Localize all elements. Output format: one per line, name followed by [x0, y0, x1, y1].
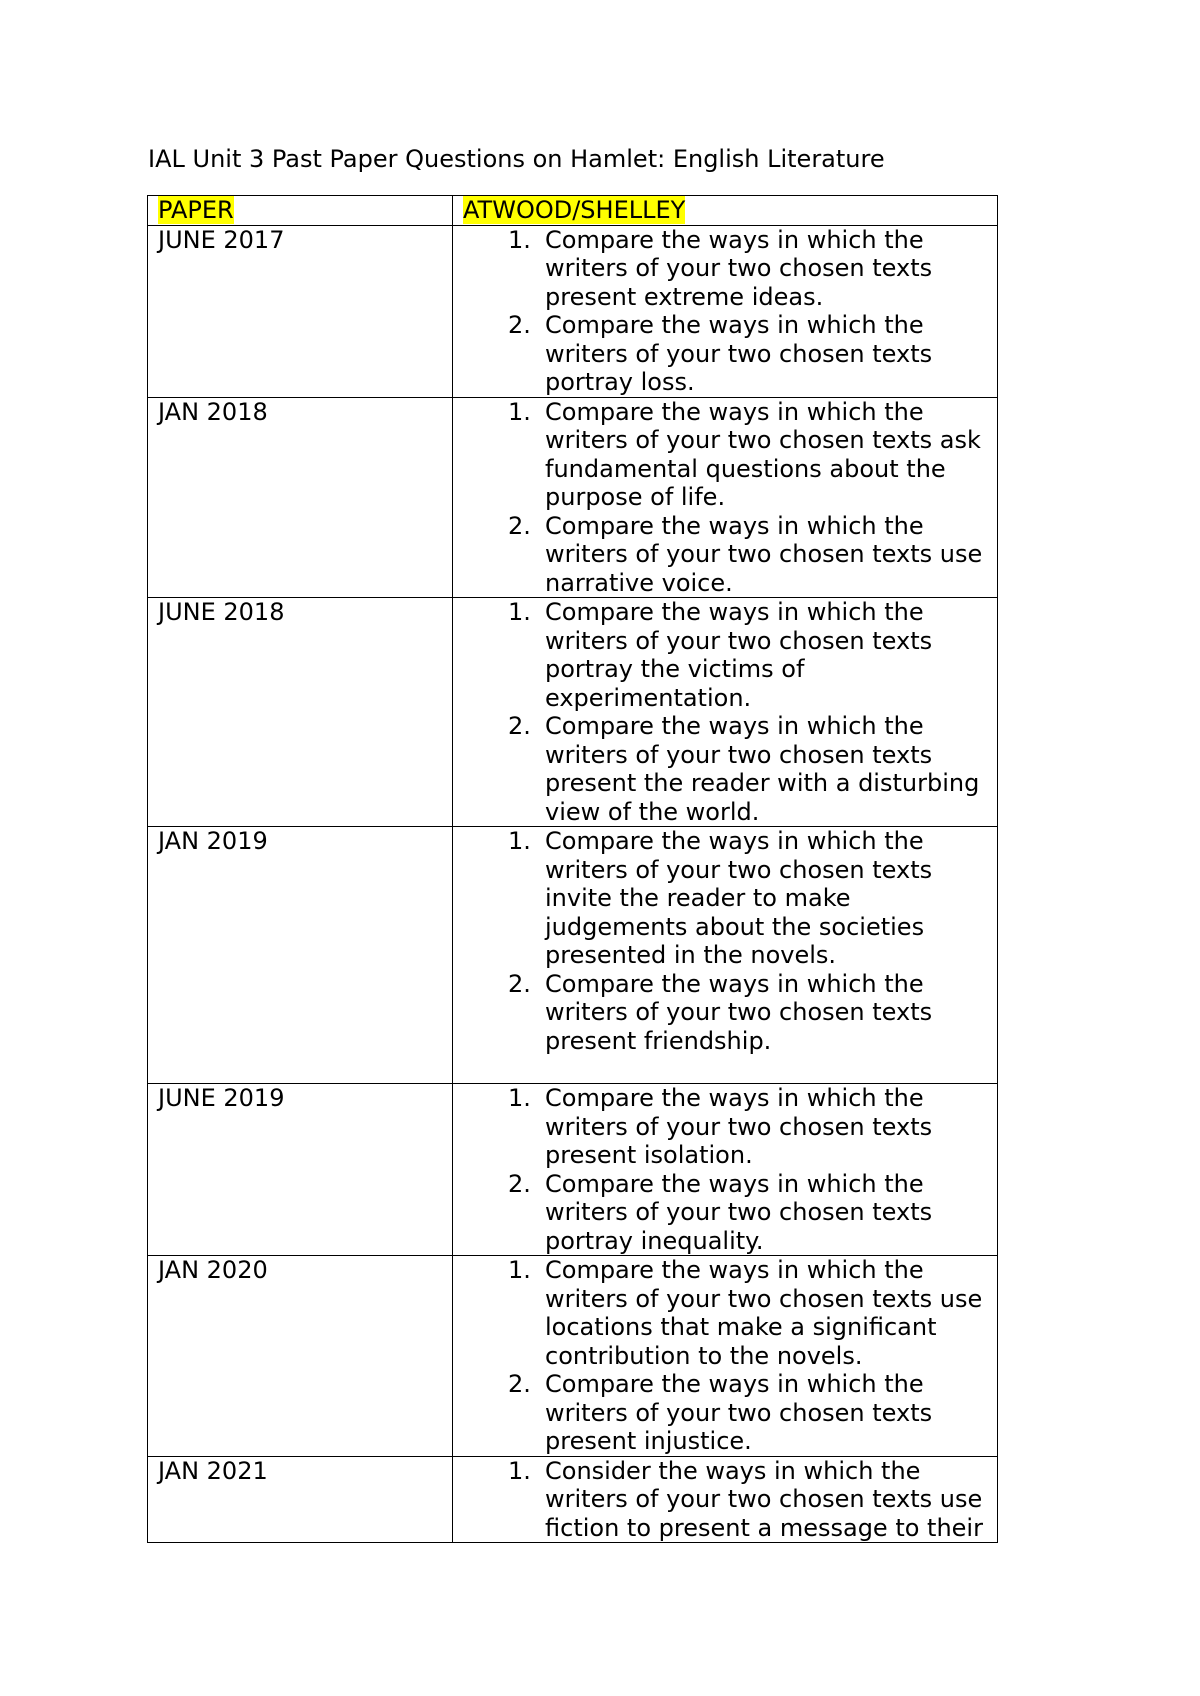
- question-list: [463, 827, 989, 1055]
- questions-cell: [453, 827, 998, 1084]
- past-paper-table: [147, 195, 998, 1543]
- question-text: Compare the ways in which the writers of your two chosen texts portray inequality.: [545, 1169, 933, 1255]
- table-row: [148, 225, 998, 397]
- question-number: 1.: [508, 1084, 531, 1112]
- page-title: IAL Unit 3 Past Paper Questions on Hamlet: English Literature: [148, 145, 885, 173]
- table-row: [148, 397, 998, 598]
- question-text: Compare the ways in which the writers of your two chosen texts present injustice.: [545, 1370, 933, 1455]
- header-paper-label: PAPER: [158, 196, 234, 224]
- header-paper: [148, 196, 453, 226]
- questions-cell: [453, 1456, 998, 1542]
- question-number: 2.: [508, 712, 531, 740]
- question-number: 2.: [508, 311, 531, 339]
- question-number: 2.: [508, 511, 531, 540]
- question-text: Compare the ways in which the writers of your two chosen texts use narrative voice.: [545, 511, 983, 597]
- questions-cell: [453, 225, 998, 397]
- question-item: [463, 398, 989, 512]
- question-list: [463, 398, 989, 598]
- question-text: Compare the ways in which the writers of your two chosen texts portray loss.: [545, 311, 933, 396]
- question-item: [463, 1084, 989, 1170]
- question-text: Compare the ways in which the writers of your two chosen texts present isolation.: [545, 1084, 933, 1169]
- paper-cell: JAN 2021: [148, 1456, 453, 1542]
- questions-cell: [453, 598, 998, 827]
- paper-cell: JUNE 2017: [148, 225, 453, 397]
- question-text: Compare the ways in which the writers of your two chosen texts present the reader with a disturbing view of the world.: [545, 712, 980, 826]
- question-item: [463, 311, 989, 397]
- table-row: [148, 1084, 998, 1256]
- question-list: [463, 1084, 989, 1255]
- question-number: 2.: [508, 1370, 531, 1398]
- questions-cell: [453, 1084, 998, 1256]
- question-text: Compare the ways in which the writers of your two chosen texts portray the victims of experimentation.: [545, 598, 933, 712]
- question-item: [463, 827, 989, 970]
- table-row: [148, 1256, 998, 1457]
- question-text: Consider the ways in which the writers of your two chosen texts use fiction to present a message to their: [545, 1456, 983, 1542]
- question-list: [463, 1457, 989, 1542]
- question-item: [463, 512, 989, 598]
- header-atwood-shelley: [453, 196, 998, 226]
- paper-cell: JAN 2019: [148, 827, 453, 1084]
- page-break-clip: [463, 1457, 989, 1542]
- paper-cell: JUNE 2018: [148, 598, 453, 827]
- table-header-row: [148, 196, 998, 226]
- question-item: [463, 1256, 989, 1370]
- question-item: [463, 1170, 989, 1256]
- question-text: Compare the ways in which the writers of your two chosen texts use locations that make a significant contribution to the novels.: [545, 1256, 983, 1370]
- question-list: [463, 598, 989, 826]
- question-number: 1.: [508, 1456, 531, 1485]
- question-item: [463, 712, 989, 826]
- question-text: Compare the ways in which the writers of your two chosen texts ask fundamental questions about the purpose of life.: [545, 397, 981, 511]
- questions-cell: [453, 397, 998, 598]
- question-item: [463, 970, 989, 1056]
- question-list: [463, 226, 989, 397]
- table-row: [148, 598, 998, 827]
- question-list: [463, 1256, 989, 1456]
- question-number: 1.: [508, 1256, 531, 1284]
- question-number: 1.: [508, 827, 531, 855]
- question-number: 1.: [508, 225, 531, 254]
- question-number: 1.: [508, 598, 531, 626]
- table-row: [148, 1456, 998, 1542]
- question-item: [463, 598, 989, 712]
- paper-cell: JAN 2020: [148, 1256, 453, 1457]
- paper-cell: JUNE 2019: [148, 1084, 453, 1256]
- question-text: Compare the ways in which the writers of your two chosen texts present extreme ideas.: [545, 225, 933, 311]
- question-number: 1.: [508, 397, 531, 426]
- paper-cell: JAN 2018: [148, 397, 453, 598]
- question-item: [463, 1370, 989, 1456]
- questions-cell: [453, 1256, 998, 1457]
- table-row: [148, 827, 998, 1084]
- question-item: [463, 1457, 989, 1542]
- question-item: [463, 226, 989, 312]
- question-text: Compare the ways in which the writers of your two chosen texts present friendship.: [545, 969, 933, 1055]
- question-text: Compare the ways in which the writers of your two chosen texts invite the reader to make judgements about the societies presented in the novels.: [545, 827, 933, 969]
- header-atwood-shelley-label: ATWOOD/SHELLEY: [463, 196, 686, 224]
- question-number: 2.: [508, 969, 531, 998]
- question-number: 2.: [508, 1169, 531, 1198]
